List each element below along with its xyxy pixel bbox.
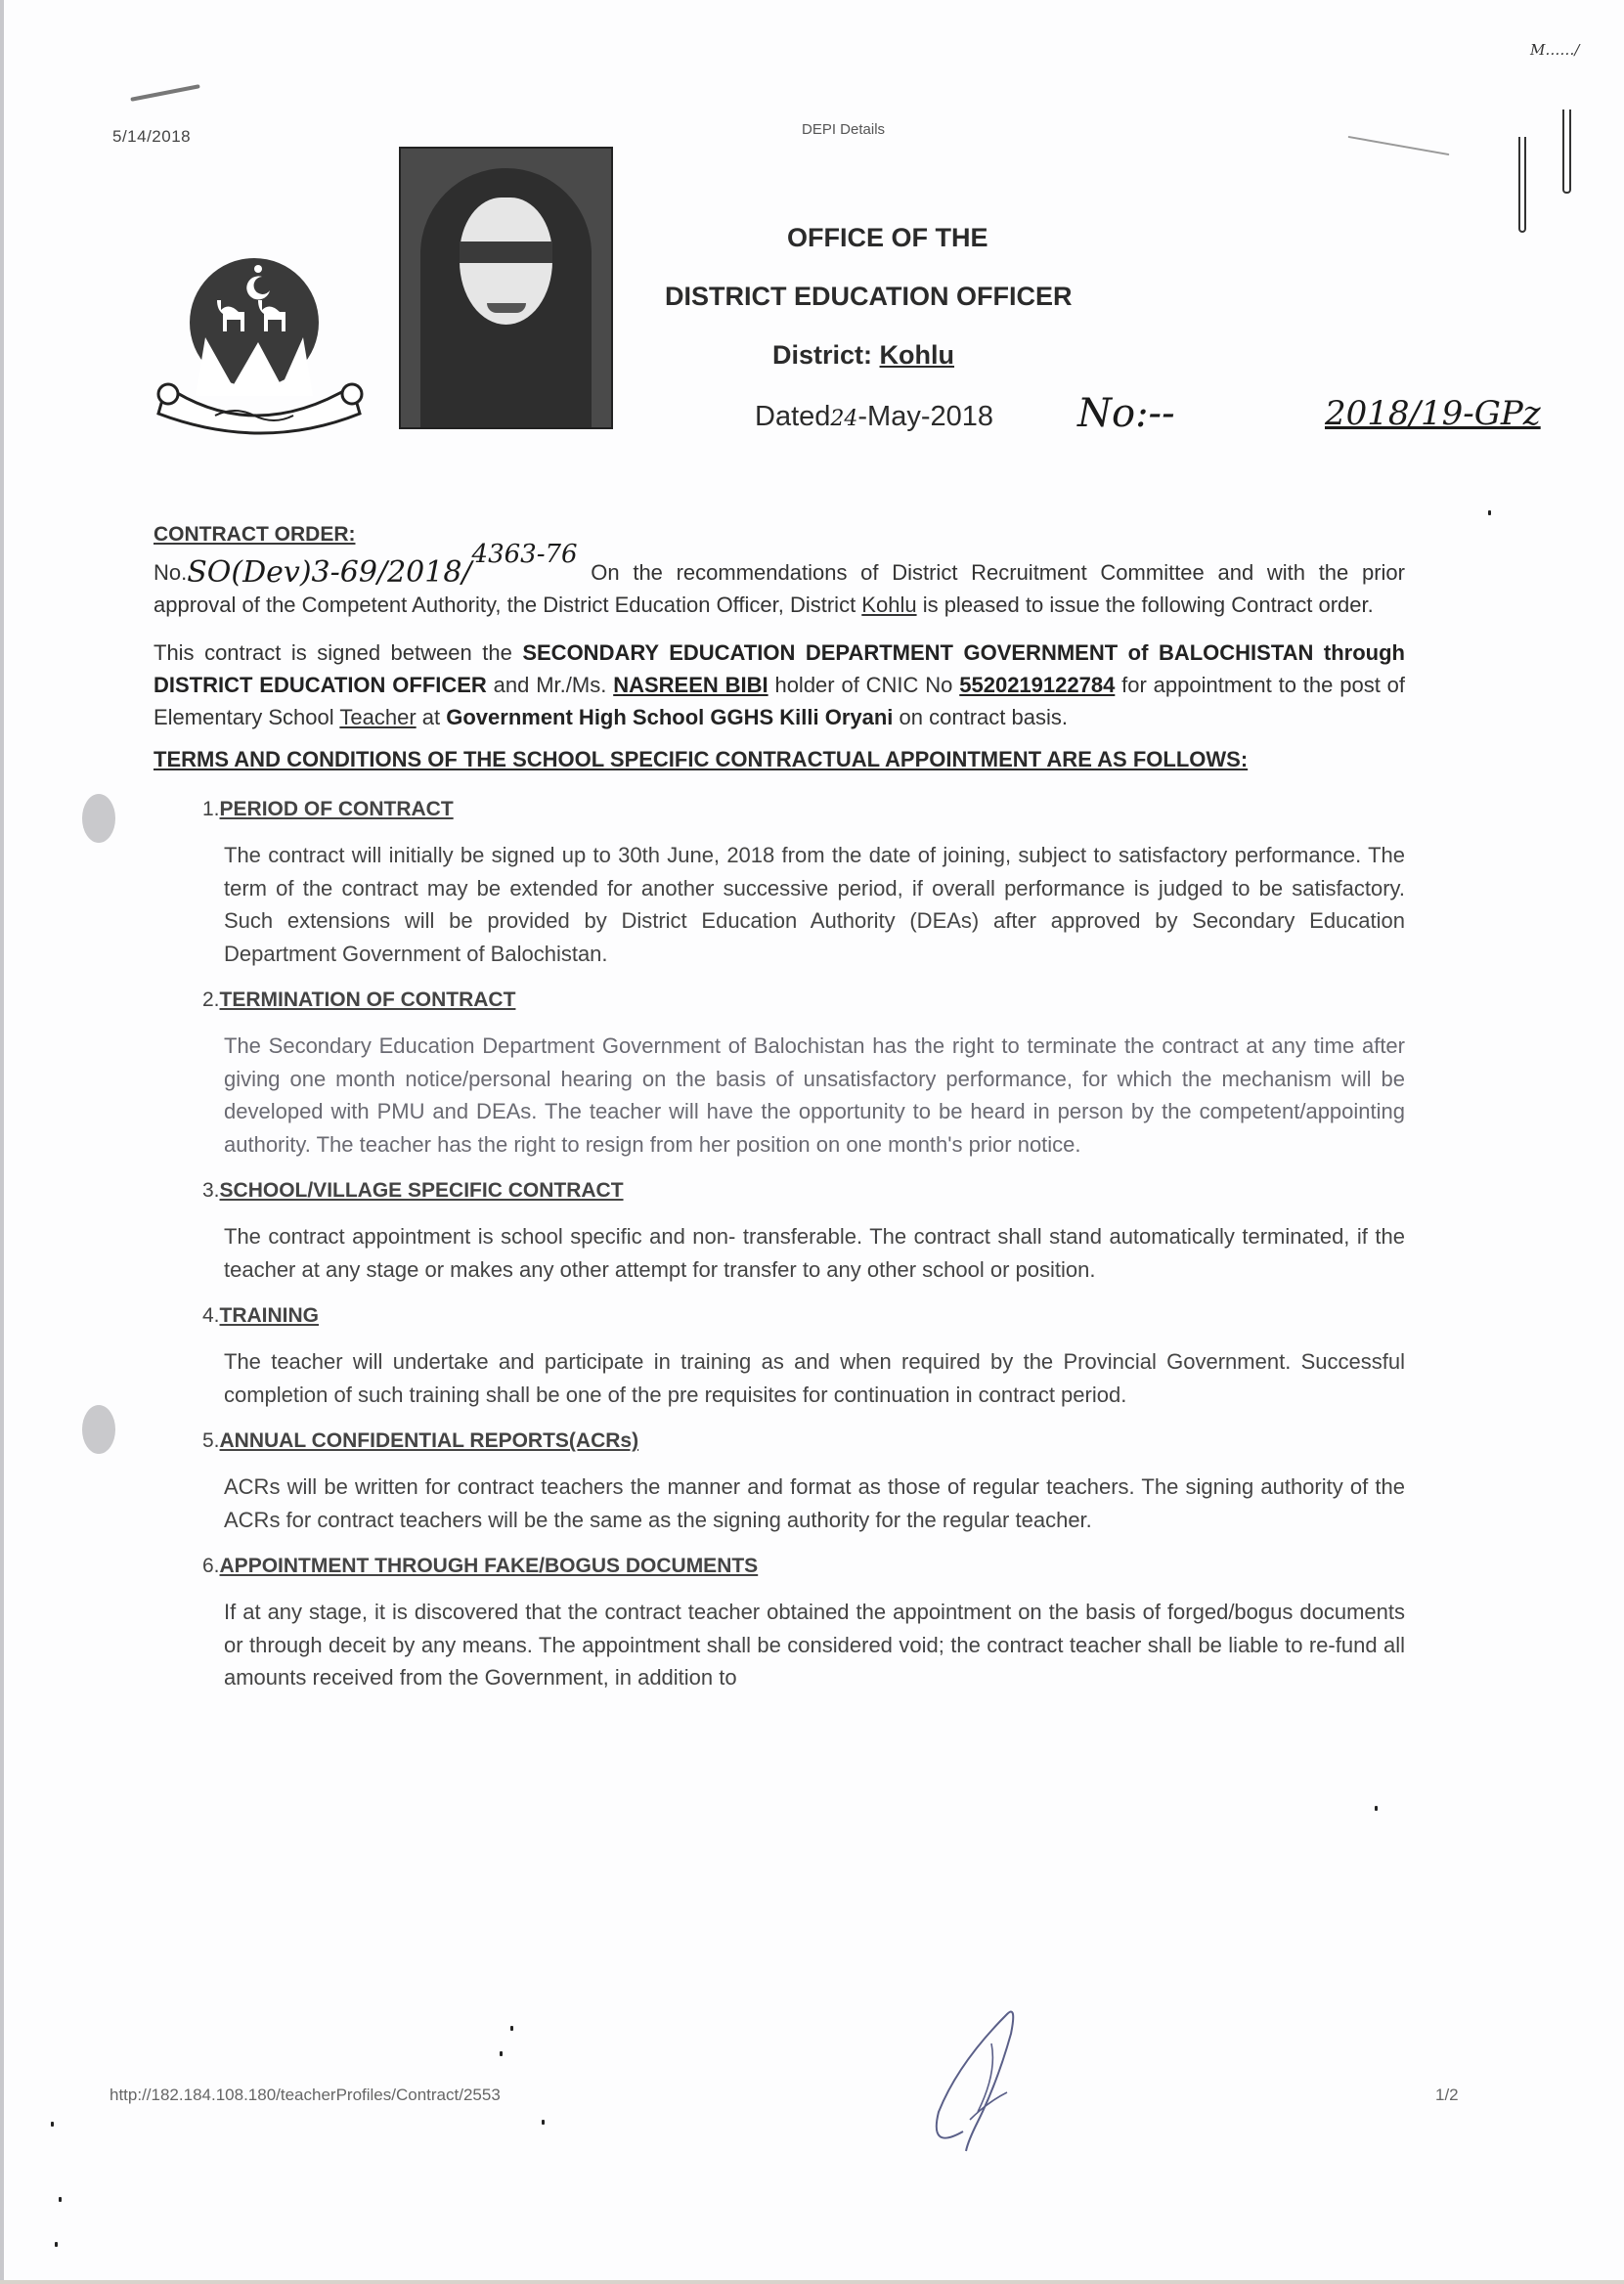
applicant-photo	[399, 147, 613, 429]
section-body: The contract will initially be signed up to 30th June, 2018 from the date of joining, subject to satisfactory performance. The term of the contract may be extended for another successive period, if overall performance is judged to be satisfactory. Such extensions will be provided by District Education Authority (DEAs) after approved by Secondary Education Department Government of Balochistan.	[224, 843, 1405, 966]
scan-speck	[59, 2197, 62, 2202]
order-number-sup-handwritten: 4363-76	[471, 540, 578, 569]
post-title: Teacher	[339, 705, 417, 729]
punch-hole	[82, 1405, 115, 1454]
section-number: 6.	[202, 1555, 220, 1577]
teacher-name: NASREEN BIBI	[613, 673, 768, 697]
staple-mark	[1348, 136, 1450, 155]
section-number: 4.	[202, 1304, 220, 1327]
initials-scribble: M……/	[1530, 41, 1580, 59]
staple-mark	[130, 84, 199, 102]
contract-order-title: CONTRACT ORDER:	[154, 523, 356, 546]
terms-heading: TERMS AND CONDITIONS OF THE SCHOOL SPECIFIC CONTRACTUAL APPOINTMENT ARE AS FOLLOWS:	[154, 747, 1249, 771]
section-body: The Secondary Education Department Government of Balochistan has the right to terminate the contract at any time after giving one month notice/personal hearing on the basis of unsatisfactory performance, for which the mechanism will be developed with PMU and DEAs. The teacher will have the opportunity to be heard in person by the competent/appointing authority. The teacher has the right to resign from her position on one month's prior notice.	[224, 1033, 1405, 1157]
print-date: 5/14/2018	[112, 127, 192, 146]
page-number: 1/2	[1435, 2086, 1459, 2104]
school-name: Government High School GGHS Killi Oryani	[446, 705, 894, 729]
balochistan-emblem-icon	[156, 249, 372, 435]
section-acrs	[202, 1425, 1405, 1536]
district-name: Kohlu	[879, 340, 955, 370]
intro-district: Kohlu	[861, 593, 917, 617]
section-title: APPOINTMENT THROUGH FAKE/BOGUS DOCUMENTS	[219, 1555, 759, 1577]
scan-speck	[500, 2051, 503, 2056]
dated-line	[755, 401, 993, 433]
department-name: SECONDARY EDUCATION DEPARTMENT GOVERNMENT of BALOCHISTAN through DISTRICT EDUCATION OFFICER	[154, 640, 1405, 697]
section-body: The contract appointment is school specific and non- transferable. The contract shall stand automatically terminated, if the teacher at any stage or makes any other attempt for transfer to any other school or position.	[224, 1224, 1405, 1282]
section-number: 1.	[202, 798, 220, 820]
section-title: ANNUAL CONFIDENTIAL REPORTS(ACRs)	[219, 1429, 639, 1452]
section-fake-documents	[202, 1550, 1405, 1694]
section-body: If at any stage, it is discovered that the contract teacher obtained the appointment on the basis of forged/bogus documents or through deceit by any means. The appointment shall be considered void; the contract teacher shall be liable to re-fund all amounts received from the Government, in addition to	[224, 1600, 1405, 1690]
pen-mark	[1562, 110, 1571, 194]
intro-text: is pleased to issue the following Contract order.	[916, 593, 1374, 617]
party-text: at	[416, 705, 447, 729]
dated-label: Dated	[755, 401, 831, 432]
parties-paragraph	[154, 637, 1405, 733]
dated-day-handwritten: 24	[830, 407, 858, 431]
no-prefix: No.	[154, 560, 188, 585]
section-title: TRAINING	[219, 1304, 320, 1327]
signature-icon	[909, 2004, 1075, 2161]
section-training	[202, 1299, 1405, 1411]
scan-edge	[0, 2280, 1624, 2284]
section-title: PERIOD OF CONTRACT	[219, 798, 454, 820]
office-line: OFFICE OF THE	[787, 223, 988, 252]
party-text: on contract basis.	[893, 705, 1068, 729]
intro-text: On the recommendations of District Recruitment Committee and with the prior approval of the Competent Authority, the District Education Officer, District	[154, 560, 1405, 617]
pen-mark	[1518, 137, 1526, 233]
party-text: for appointment to the post of Elementary School	[154, 673, 1406, 729]
section-termination	[202, 984, 1405, 1161]
scan-speck	[1488, 510, 1491, 515]
dated-suffix: -May-2018	[857, 401, 994, 432]
section-period	[202, 793, 1405, 970]
section-body: The teacher will undertake and participate in training as and when required by the Provincial Government. Successful completion of such training shall be one of the pre requisites for continuation in contract period.	[224, 1349, 1405, 1407]
section-body: ACRs will be written for contract teachers the manner and format as those of regular teachers. The signing authority of the ACRs for contract teachers will be the same as the signing authority for the regular teacher.	[224, 1474, 1405, 1532]
reference-handwritten: 2018/19-GPz	[1325, 394, 1541, 433]
print-page-title: DEPI Details	[802, 121, 886, 138]
order-number-handwritten: SO(Dev)3-69/2018/	[187, 555, 472, 590]
number-label-handwritten: No:--	[1077, 391, 1175, 436]
scan-edge	[0, 0, 4, 2284]
scan-speck	[510, 2026, 513, 2031]
cnic-number: 5520219122784	[959, 673, 1116, 697]
district-line	[772, 340, 954, 371]
district-label: District:	[772, 340, 873, 370]
punch-hole	[82, 794, 115, 843]
office-title: DISTRICT EDUCATION OFFICER	[665, 282, 1073, 311]
document-body	[154, 518, 1405, 1708]
party-text: This contract is signed between the	[154, 640, 523, 665]
section-number: 2.	[202, 988, 220, 1011]
section-number: 5.	[202, 1429, 220, 1452]
party-text: holder of CNIC No	[768, 673, 960, 697]
scan-speck	[1375, 1806, 1378, 1811]
section-title: TERMINATION OF CONTRACT	[219, 988, 516, 1011]
section-school-specific	[202, 1174, 1405, 1286]
section-number: 3.	[202, 1179, 220, 1202]
party-text: and Mr./Ms.	[486, 673, 614, 697]
footer-url: http://182.184.108.180/teacherProfiles/Contract/2553	[110, 2086, 501, 2104]
scan-speck	[55, 2242, 58, 2247]
section-title: SCHOOL/VILLAGE SPECIFIC CONTRACT	[219, 1179, 624, 1202]
intro-paragraph	[154, 540, 1405, 621]
scan-speck	[51, 2122, 54, 2127]
scan-speck	[542, 2120, 545, 2125]
